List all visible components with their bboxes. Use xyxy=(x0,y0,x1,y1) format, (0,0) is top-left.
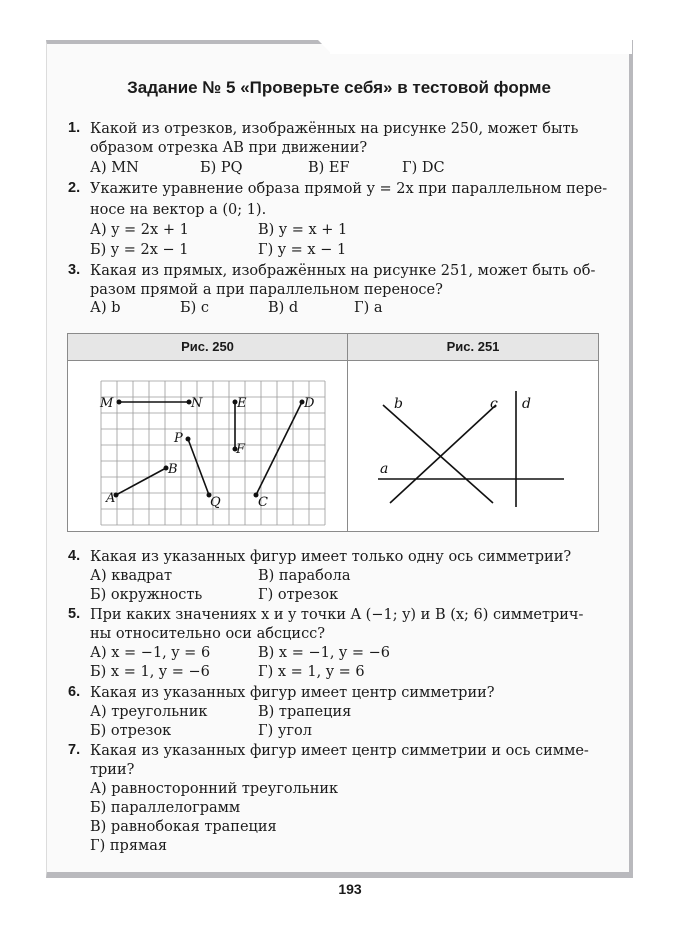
q1-option-c: В) EF xyxy=(308,160,350,176)
fig-251-drawing xyxy=(348,361,598,531)
label-e: E xyxy=(237,396,247,411)
line-c xyxy=(390,405,496,503)
q2-option-c: В) y = x + 1 xyxy=(258,222,348,238)
question-6-line-1: Какая из указанных фигур имеет центр симметрии? xyxy=(90,685,495,701)
label-d: D xyxy=(304,396,315,411)
q2-option-d: Г) y = x − 1 xyxy=(258,242,347,258)
q4-option-d: Г) отрезок xyxy=(258,587,339,603)
question-5-number: 5. xyxy=(68,606,81,622)
q6-option-c: В) трапеция xyxy=(258,704,352,720)
q1-option-d: Г) DC xyxy=(402,160,445,176)
question-1-line-2: образом отрезка AB при движении? xyxy=(90,140,368,156)
label-n: N xyxy=(191,396,203,411)
question-5-line-2: ны относительно оси абсцисс? xyxy=(90,626,326,642)
q3-option-d: Г) a xyxy=(354,300,383,316)
q5-option-b: Б) x = 1, y = −6 xyxy=(90,664,210,680)
question-7-number: 7. xyxy=(68,742,81,758)
label-line-d: d xyxy=(522,396,531,412)
q7-option-c: В) равнобокая трапеция xyxy=(90,819,277,835)
question-3-line-1: Какая из прямых, изображённых на рисунке 251, может быть об- xyxy=(90,263,596,279)
q4-option-a: А) квадрат xyxy=(90,568,172,584)
question-5-line-1: При каких значениях x и y точки A (−1; y) и B (x; 6) симметрич- xyxy=(90,607,584,623)
question-2-line-2: носе на вектор a (0; 1). xyxy=(90,202,267,218)
question-7-line-2: трии? xyxy=(90,762,135,778)
question-7-line-1: Какая из указанных фигур имеет центр симметрии и ось симме- xyxy=(90,743,589,759)
figures-panel xyxy=(67,333,599,532)
q5-option-d: Г) x = 1, y = 6 xyxy=(258,664,365,680)
question-3-number: 3. xyxy=(68,262,81,278)
fig-251-caption: Рис. 251 xyxy=(348,334,598,361)
question-6-number: 6. xyxy=(68,684,81,700)
q7-option-a: А) равносторонний треугольник xyxy=(90,781,339,797)
question-1-line-1: Какой из отрезков, изображённых на рисунке 250, может быть xyxy=(90,121,579,137)
q6-option-a: А) треугольник xyxy=(90,704,208,720)
point-m xyxy=(117,400,122,405)
label-b: B xyxy=(168,462,178,477)
q2-option-a: А) y = 2x + 1 xyxy=(90,222,189,238)
q3-option-c: В) d xyxy=(268,300,299,316)
page-number: 193 xyxy=(338,881,362,897)
frame-tab-slope xyxy=(318,40,332,54)
segment-ab xyxy=(116,468,166,495)
question-2-line-1: Укажите уравнение образа прямой y = 2x при параллельном пере- xyxy=(90,181,608,197)
q4-option-b: Б) окружность xyxy=(90,587,203,603)
q3-option-b: Б) c xyxy=(180,300,210,316)
label-c: C xyxy=(258,495,268,510)
q1-option-a: А) MN xyxy=(90,160,139,176)
fig-250-caption: Рис. 250 xyxy=(68,334,347,361)
q3-option-a: А) b xyxy=(90,300,121,316)
point-p xyxy=(186,437,191,442)
label-q: Q xyxy=(210,495,221,510)
label-f: F xyxy=(236,442,246,457)
fig-250-drawing xyxy=(68,361,347,531)
q1-option-b: Б) PQ xyxy=(200,160,243,176)
q5-option-a: А) x = −1, y = 6 xyxy=(90,645,211,661)
q4-option-c: В) парабола xyxy=(258,568,351,584)
q5-option-c: В) x = −1, y = −6 xyxy=(258,645,390,661)
segment-dc xyxy=(256,402,302,495)
q6-option-b: Б) отрезок xyxy=(90,723,172,739)
q2-option-b: Б) y = 2x − 1 xyxy=(90,242,189,258)
question-1-number: 1. xyxy=(68,120,81,136)
label-line-a: a xyxy=(380,461,389,477)
question-2-number: 2. xyxy=(68,180,81,196)
question-3-line-2: разом прямой a при параллельном переносе? xyxy=(90,282,443,298)
question-4-line-1: Какая из указанных фигур имеет только одну ось симметрии? xyxy=(90,549,572,565)
segment-pq xyxy=(188,439,209,495)
label-line-b: b xyxy=(394,396,403,412)
label-line-c: c xyxy=(490,396,498,412)
q6-option-d: Г) угол xyxy=(258,723,312,739)
line-b xyxy=(383,405,493,503)
q7-option-b: Б) параллелограмм xyxy=(90,800,241,816)
frame-tab-cutout xyxy=(330,40,632,54)
page-title: Задание № 5 «Проверьте себя» в тестовой форме xyxy=(127,78,551,97)
q7-option-d: Г) прямая xyxy=(90,838,168,854)
label-p: P xyxy=(174,431,183,446)
label-m: M xyxy=(100,396,114,411)
label-a: A xyxy=(106,491,116,506)
question-4-number: 4. xyxy=(68,548,81,564)
